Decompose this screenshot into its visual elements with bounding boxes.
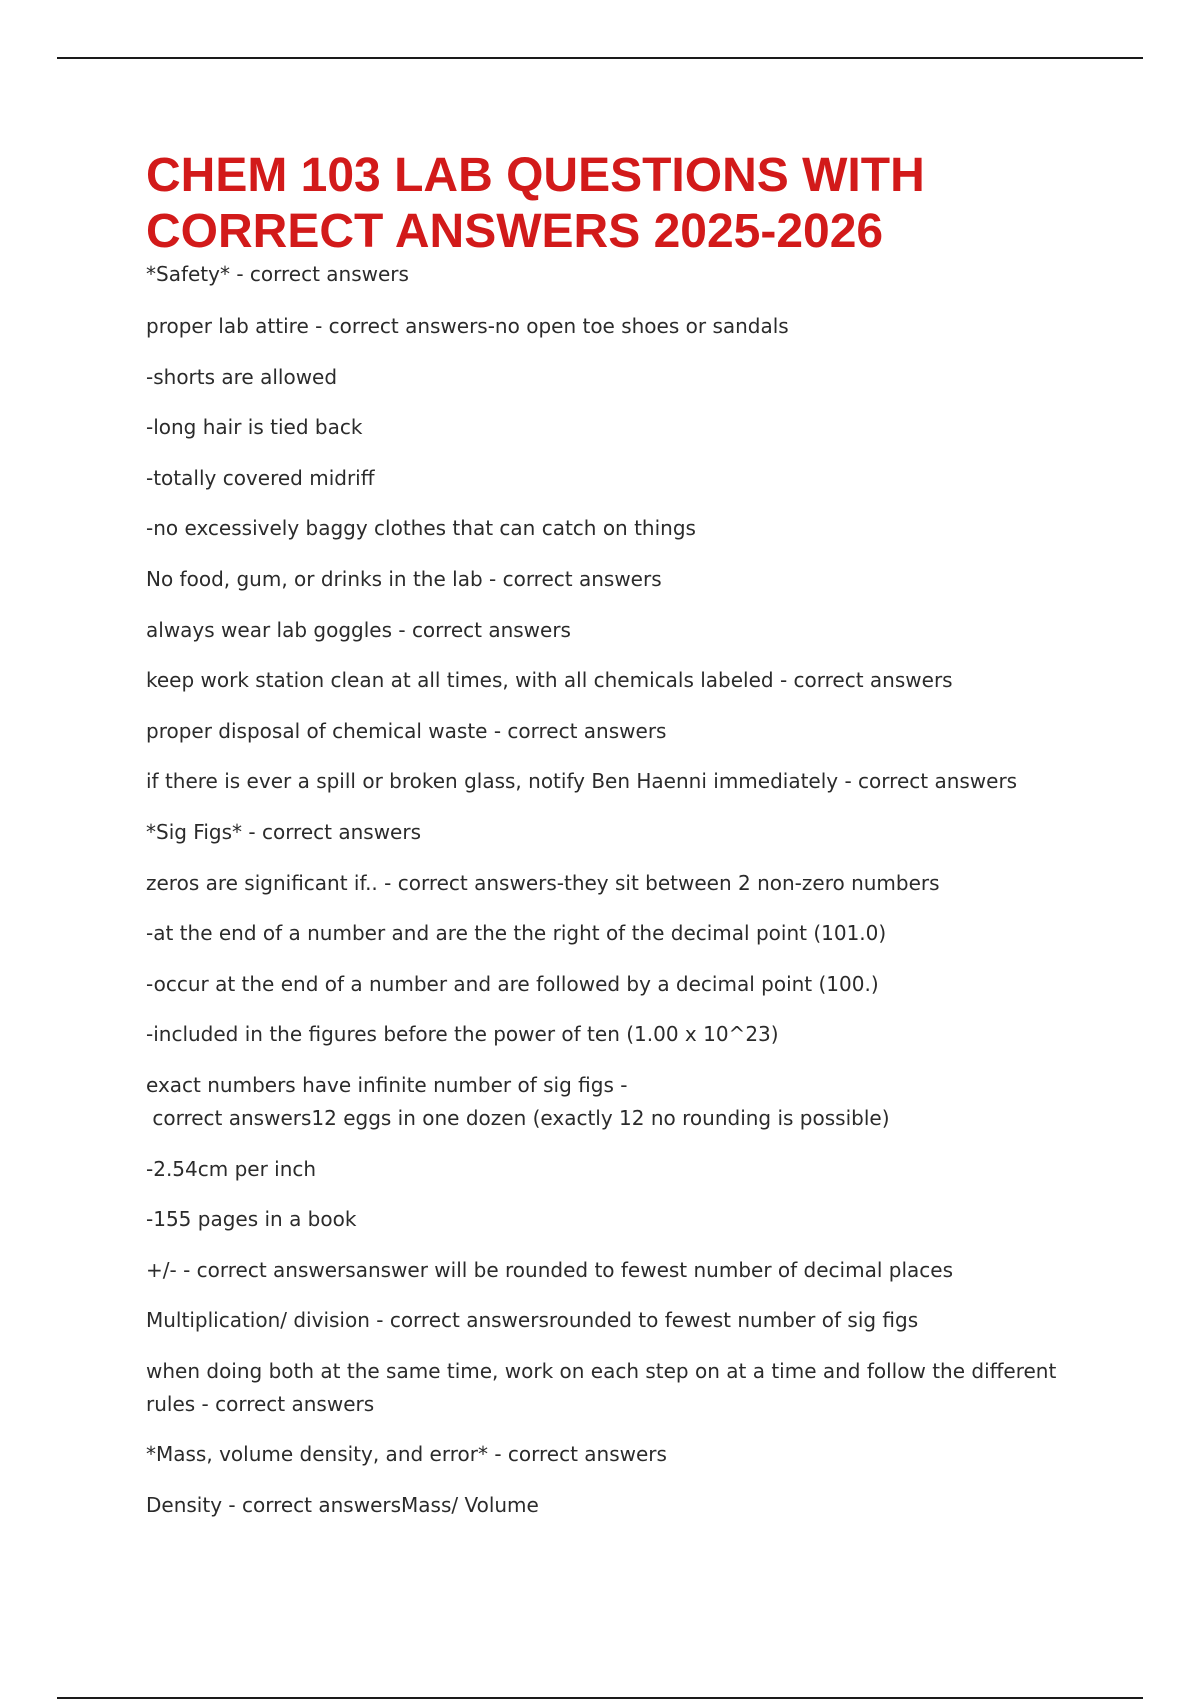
- text-line: -no excessively baggy clothes that can catch on things: [146, 516, 696, 541]
- text-line: -2.54cm per inch: [146, 1156, 317, 1181]
- title-line-1: CHEM 103 LAB QUESTIONS WITH: [146, 149, 925, 202]
- text-line: No food, gum, or drinks in the lab - correct answers: [146, 566, 662, 591]
- text-line: Density - correct answersMass/ Volume: [146, 1493, 539, 1518]
- text-line: -occur at the end of a number and are followed by a decimal point (100.): [146, 971, 879, 996]
- bottom-rule: [57, 1697, 1143, 1699]
- text-line: +/- - correct answersanswer will be rounded to fewest number of decimal places: [146, 1257, 953, 1282]
- text-line: Multiplication/ division - correct answersrounded to fewest number of sig figs: [146, 1308, 919, 1333]
- text-line: proper disposal of chemical waste - correct answers: [146, 718, 667, 743]
- section-heading-sig-figs: *Sig Figs* - correct answers: [146, 819, 421, 844]
- top-rule: [57, 57, 1143, 59]
- section-heading-mass-volume: *Mass, volume density, and error* - correct answers: [146, 1442, 667, 1467]
- document-title: [146, 148, 1086, 260]
- text-line: exact numbers have infinite number of sig figs - correct answers12 eggs in one dozen (exactly 12 no rounding is possible): [146, 1072, 890, 1130]
- content-lines: [146, 260, 1086, 1522]
- text-line: always wear lab goggles - correct answers: [146, 617, 571, 642]
- title-line-2: CORRECT ANSWERS 2025-2026: [146, 205, 884, 258]
- document-page: [146, 148, 1086, 1540]
- text-line: -totally covered midriff: [146, 465, 375, 490]
- text-line: keep work station clean at all times, with all chemicals labeled - correct answers: [146, 668, 953, 693]
- text-line: if there is ever a spill or broken glass, notify Ben Haenni immediately - correct answers: [146, 769, 1018, 794]
- text-line: when doing both at the same time, work on each step on at a time and follow the different rules - correct answers: [146, 1358, 1063, 1416]
- text-line: proper lab attire - correct answers-no open toe shoes or sandals: [146, 314, 789, 338]
- text-line: -at the end of a number and are the the right of the decimal point (101.0): [146, 921, 887, 946]
- text-line: -155 pages in a book: [146, 1207, 357, 1232]
- section-heading-safety: *Safety* - correct answers: [146, 262, 409, 286]
- text-line: zeros are significant if.. - correct answers-they sit between 2 non-zero numbers: [146, 870, 940, 895]
- text-line: -long hair is tied back: [146, 415, 363, 440]
- text-line: -included in the figures before the power of ten (1.00 x 10^23): [146, 1022, 779, 1047]
- text-line: -shorts are allowed: [146, 364, 338, 389]
